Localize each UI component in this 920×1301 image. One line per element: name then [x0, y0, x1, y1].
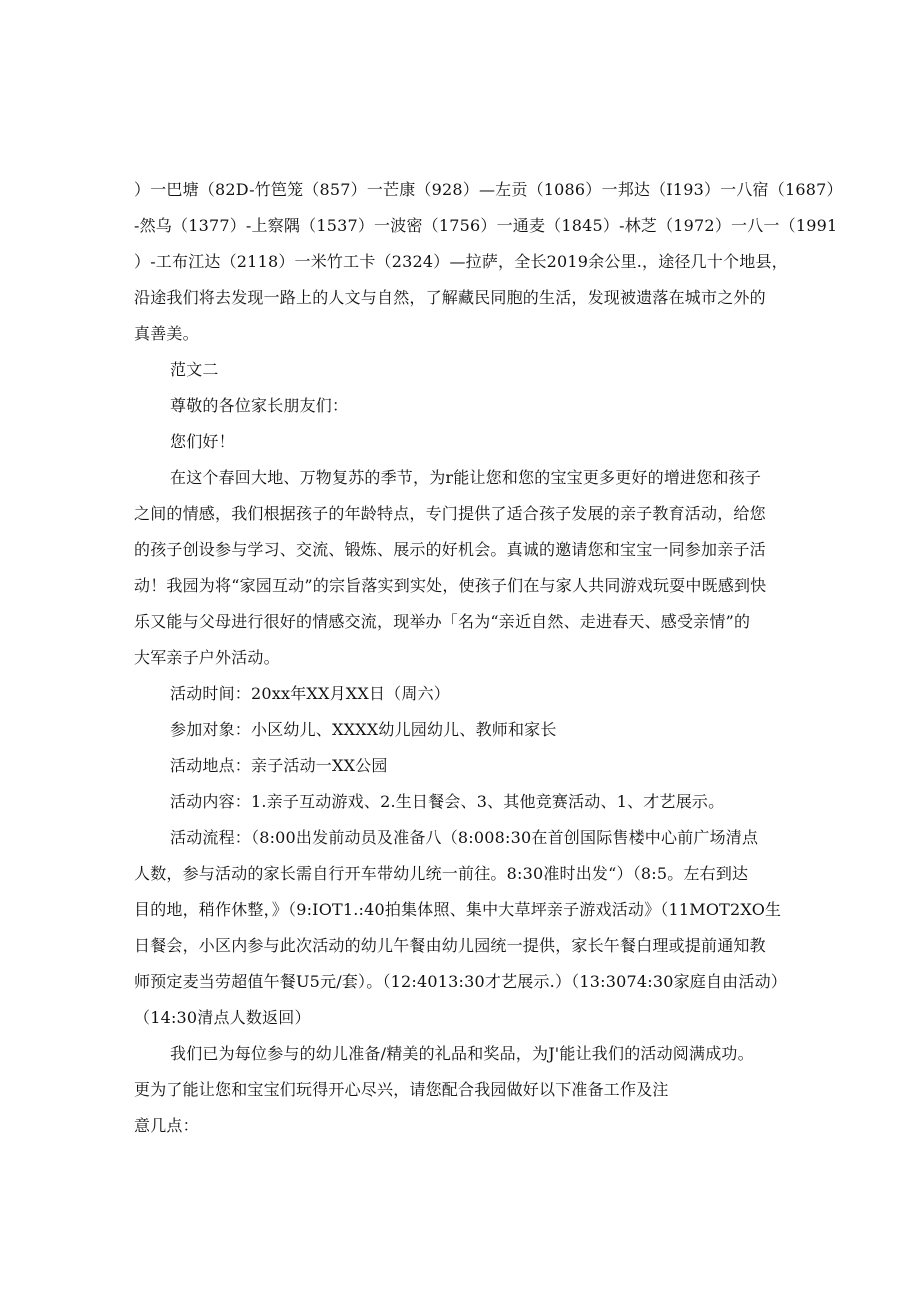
text-line: （14:30清点人数返回） [134, 1008, 311, 1027]
section-heading: 范文二 [170, 360, 219, 379]
paragraph-schedule [134, 820, 794, 1036]
text-line: 乐又能与父母进行很好的情感交流，现举办「名为“亲近自然、走进春天、感受亲情”的 [134, 612, 751, 631]
text-line: 意几点： [134, 1116, 199, 1135]
text-line: 动！我园为将“家园互动”的宗旨落实到实处，使孩子们在与家人共同游戏玩耍中既感到快 [134, 576, 767, 595]
text-line: 师预定麦当劳超值午餐U5元/套）。（12:4013:30才艺展示.）（13:3074:30家庭自由活动） [134, 972, 787, 991]
activity-info [134, 676, 794, 820]
text-line: 更为了能让您和宝宝们玩得开心尽兴，请您配合我园做好以下准备工作及注 [134, 1080, 669, 1099]
document-page [134, 172, 843, 1144]
paragraph-route [134, 172, 843, 352]
paragraph-intro [134, 460, 794, 676]
text-line: -然乌（1377）-上察隅（1537）一波密（1756）一通麦（1845）-林芝（1972）一八一（1991 [134, 216, 838, 235]
text-line: 活动流程：（8:00出发前动员及准备八（8:008:30在首创国际售楼中心前广场清点 [170, 828, 759, 847]
text-line: 人数，参与活动的家长需自行开车带幼儿统一前往。8:30准时出发“）（8:5。左右到达 [134, 864, 749, 883]
activity-time: 活动时间：20xx年XX月XX日（周六） [170, 684, 450, 703]
text-line: 目的地，稍作休整，》（9:IOT1.:40拍集体照、集中大草坪亲子游戏活动》（11MOT2XO生 [134, 900, 782, 919]
text-line: 之间的情感，我们根据孩子的年龄特点，专门提供了适合孩子发展的亲子教育活动，给您 [134, 504, 766, 523]
text-line: 大军亲子户外活动。 [134, 648, 280, 667]
activity-participants: 参加对象：小区幼儿、XXXX幼儿园幼儿、教师和家长 [170, 720, 557, 739]
paragraph-closing [134, 1036, 794, 1144]
text-line: 我们已为每位参与的幼儿准备/精美的礼品和奖品，为J'能让我们的活动阅满成功。 [170, 1044, 754, 1063]
salutation: 尊敬的各位家长朋友们： [170, 396, 349, 415]
text-line: 真善美。 [134, 324, 199, 343]
text-line: 在这个春回大地、万物复苏的季节，为r能让您和您的宝宝更多更好的增进您和孩子 [170, 468, 762, 487]
activity-content: 活动内容：1.亲子互动游戏、2.生日餐会、3、其他竞赛活动、1、才艺展示。 [170, 792, 725, 811]
text-line: 日餐会，小区内参与此次活动的幼儿午餐由幼儿园统一提供，家长午餐白理或提前通知教 [134, 936, 766, 955]
text-line: 沿途我们将去发现一路上的人文与自然，了解藏民同胞的生活，发现被遗落在城市之外的 [134, 288, 766, 307]
activity-location: 活动地点：亲子活动一XX公园 [170, 756, 388, 775]
text-line: ）一巴塘（82D-竹笆笼（857）一芒康（928）—左贡（1086）一邦达（I193）一八宿（1687） [134, 180, 843, 199]
text-line: 的孩子创设参与学习、交流、锻炼、展示的好机会。真诚的邀请您和宝宝一同参加亲子活 [134, 540, 766, 559]
text-line: ）-工布江达（2118）一米竹工卡（2324）—拉萨，全长2019余公里.，途径几十个地县， [134, 252, 788, 271]
greeting: 您们好！ [170, 432, 235, 451]
